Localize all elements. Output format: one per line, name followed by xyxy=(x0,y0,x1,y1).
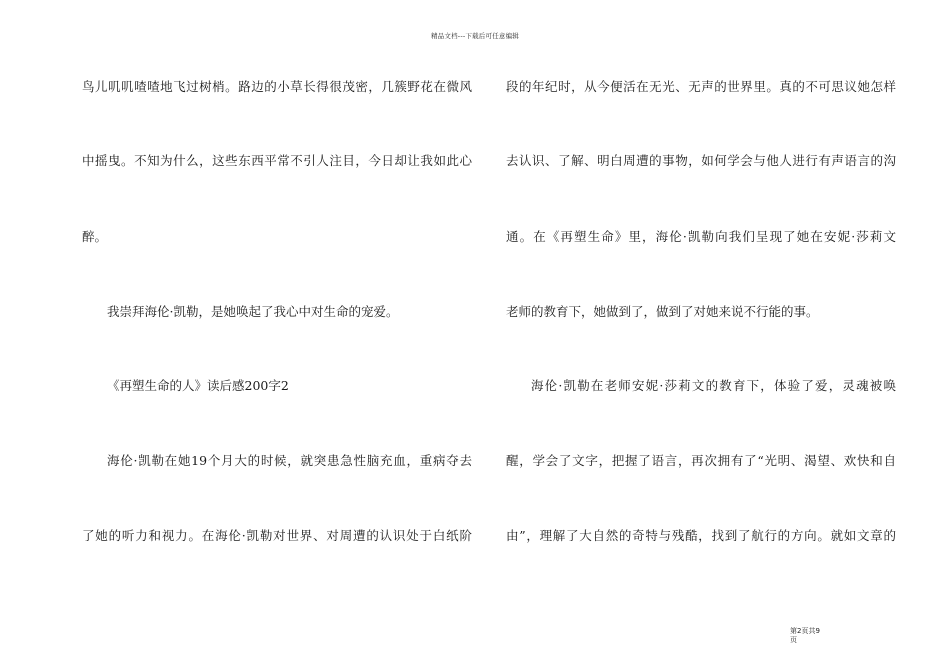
text-line: 段的年纪时，从今便活在无光、无声的世界里。真的不可思议她怎样 xyxy=(506,79,896,94)
text-line: 由”，理解了大自然的奇特与残酷，找到了航行的方向。就如文章的 xyxy=(506,528,896,543)
text-line: 海伦·凯勒在老师安妮·莎莉文的教育下，体验了爱，灵魂被唤 xyxy=(531,378,896,393)
page-number-line-1: 第2页共9 xyxy=(790,627,820,635)
page-number xyxy=(790,627,840,645)
text-line: 通。在《再塑生命》里，海伦·凯勒向我们呈现了她在安妮·莎莉文 xyxy=(506,229,896,244)
text-line: 醒，学会了文字，把握了语言，再次拥有了“光明、渴望、欢快和自 xyxy=(506,453,896,468)
text-line: 中摇曳。不知为什么，这些东西平常不引人注目，今日却让我如此心 xyxy=(82,153,472,168)
section-heading: 《再塑生命的人》读后感200字2 xyxy=(107,378,289,393)
text-line: 鸟儿叽叽喳喳地飞过树梢。路边的小草长得很茂密，几簇野花在微风 xyxy=(82,79,472,94)
text-line: 去认识、了解、明白周遭的事物，如何学会与他人进行有声语言的沟 xyxy=(506,153,896,168)
text-line: 老师的教育下，她做到了，做到了对她来说不行能的事。 xyxy=(506,304,819,319)
text-line: 我崇拜海伦·凯勒，是她唤起了我心中对生命的宠爱。 xyxy=(107,304,399,319)
page-header: 精品文档---下载后可任意编辑 xyxy=(430,32,520,40)
page-number-line-2: 页 xyxy=(790,636,797,644)
text-line: 醉。 xyxy=(82,229,108,244)
text-line: 海伦·凯勒在她19个月大的时候，就突患急性脑充血，重病夺去 xyxy=(107,453,472,468)
text-line: 了她的听力和视力。在海伦·凯勒对世界、对周遭的认识处于白纸阶 xyxy=(82,528,472,543)
